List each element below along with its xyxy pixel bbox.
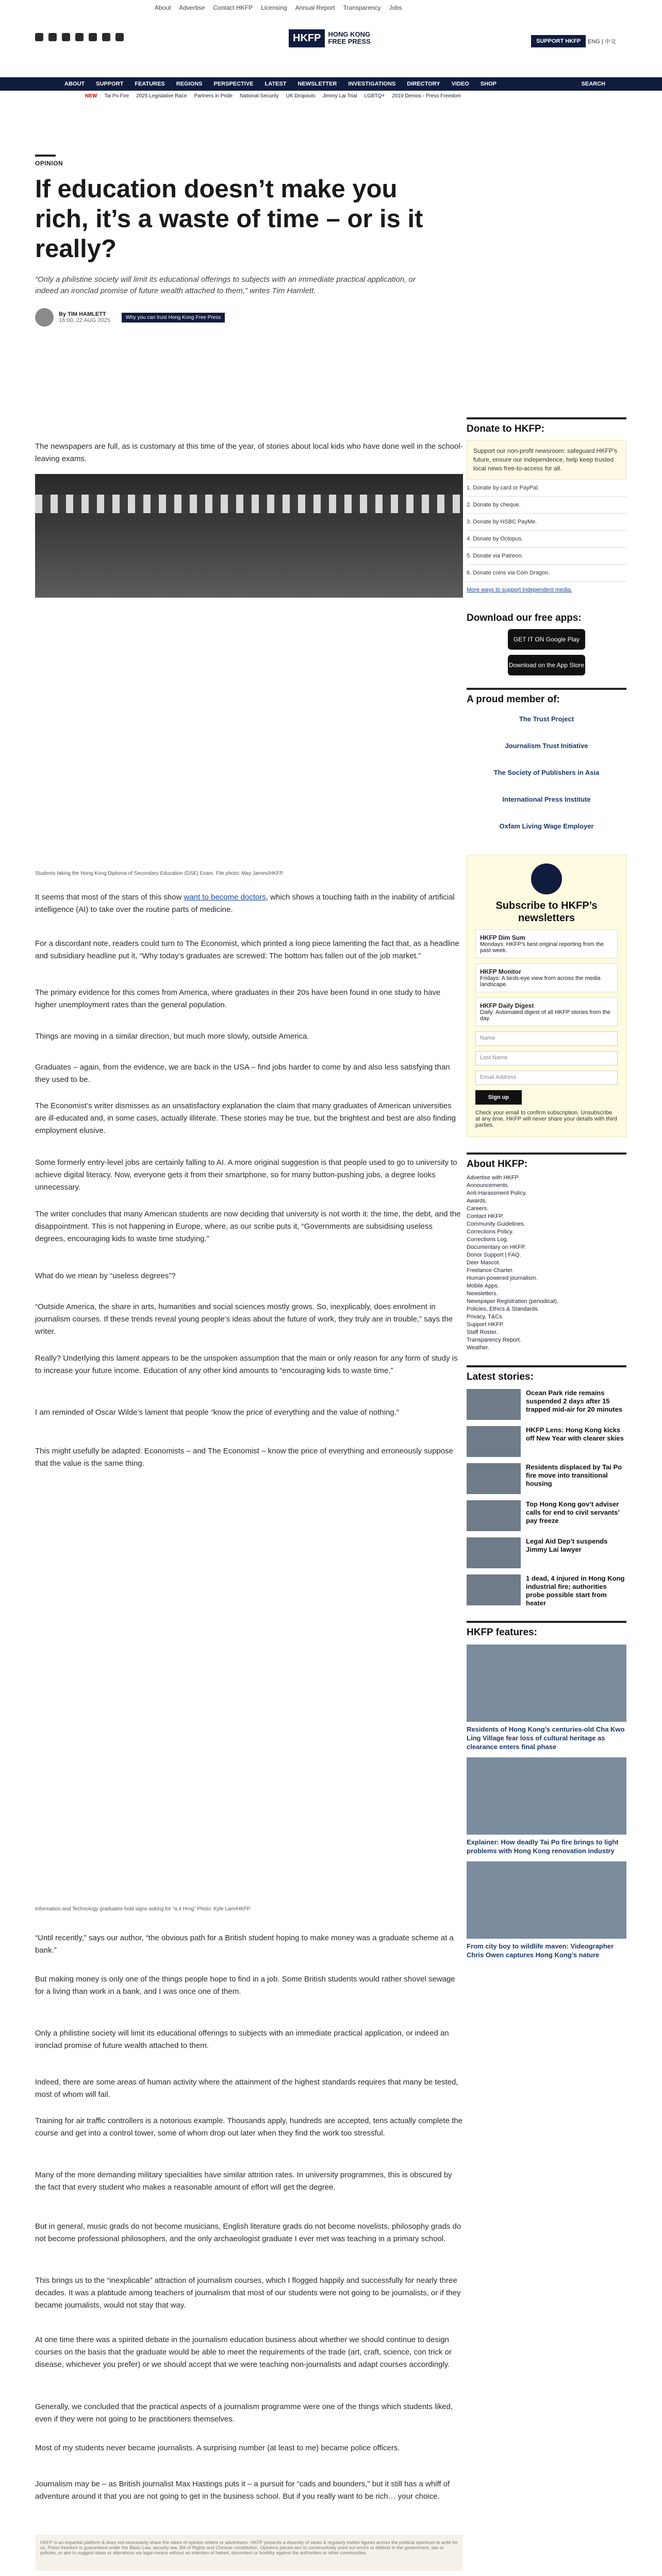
x-icon[interactable] [48, 33, 57, 41]
disclaimer: HKFP is an impartial platform & does not necessarily share the views of opinion writers or advertisers. HKFP presents a diversity of views & regularly invites figures across the political spectrum to write for us. Press freedom is guaranteed under the Basic Law, security law, Bill of Rights and Chinese constitution. Opinions pieces aim to constructively point out errors or defects in the government, law or policies, or aim to suggest ideas or alterations via legal means without an intention of hatred, discontent or hostility against the authorities or other communities. [35, 2535, 463, 2571]
about-item[interactable]: Documentary on HKFP. [467, 1244, 526, 1250]
paragraph: At one time there was a spirited debate in the journalism education business about whether we should continue to design courses on the basis that the graduate would be able to meet the requirements of the trade (art, craft, science, con trick or disease, whichever you prefer) or we should accept that we were teaching non-journalists and adapt courses accordingly. [35, 2335, 452, 2369]
nav-item[interactable]: ABOUT [64, 81, 85, 87]
google-play-button[interactable]: GET IT ON Google Play [508, 629, 585, 650]
rss-icon[interactable] [115, 33, 124, 41]
story-thumbnail[interactable] [467, 1500, 521, 1531]
paragraph: Journalism may be – as British journalist Max Hastings puts it – a pursuit for “cads and bounders,” but it still has a whiff of adventure around it that you are not going to get in the business school. But if you really want to be rich… your choice. [35, 2480, 450, 2501]
donate-text[interactable]: Support our non-profit newsroom: safeguard HKFP’s future, ensure our independence, help keep trusted local news free-to-access for all. [467, 440, 626, 480]
paragraph: Generally, we concluded that the practical aspects of a journalism programme were one of the things which students liked, even if they were not going to be practitioners themselves. [35, 2402, 453, 2424]
site-logo[interactable] [289, 27, 376, 49]
member-logo[interactable]: International Press Institute [502, 795, 591, 803]
about-item[interactable]: Privacy, T&Cs. [467, 1314, 504, 1320]
latest-story[interactable] [467, 1426, 626, 1457]
signup-button[interactable]: Sign up [475, 1090, 522, 1105]
nav-item[interactable]: LATEST [264, 81, 287, 87]
subnav-item[interactable]: 2025 Legislative Race [136, 93, 187, 99]
features-list [467, 1645, 626, 1959]
youtube-icon[interactable] [75, 33, 84, 41]
top-link[interactable]: About [155, 4, 171, 11]
newsletter-option[interactable]: HKFP Dim Sum Mondays: HKFP’s best original reporting from the past week. [475, 929, 618, 958]
paragraph: Many of the more demanding military specialities have similar attrition rates. In university programmes, this is obscured by the fact that every student who makes a reasonable amount of effort will get the degree. [35, 2171, 452, 2192]
top-link[interactable]: Jobs [389, 4, 402, 11]
about-item[interactable]: Support HKFP. [467, 1321, 504, 1328]
newsletter-title: Subscribe to HKFP’s newsletters [495, 900, 598, 924]
apps-heading: Download our free apps: [467, 613, 582, 623]
nav-item[interactable]: DIRECTORY [407, 81, 440, 87]
paragraph: The newspapers are full, as is customary at this time of the year, of stories about local kids who have done well in the school-leaving exams. [35, 442, 463, 463]
facebook-icon[interactable] [35, 33, 43, 41]
donate-option[interactable]: 1. Donate by card or PayPal. [467, 480, 626, 497]
paragraph: What do we mean by “useless degrees”? [35, 1272, 176, 1280]
member-logo[interactable]: Oxfam Living Wage Employer [499, 822, 594, 830]
hero-image [35, 474, 463, 598]
feature-story[interactable] [467, 1861, 626, 1959]
sidebar [467, 417, 626, 1959]
top-links [155, 4, 402, 11]
about-item[interactable]: Deer Mascot. [467, 1260, 501, 1266]
standfirst: “Only a philistine society will limit its educational offerings to subjects with an immediate practical application, or indeed an ironclad promise of future wealth attached to them,” writes Tim Hamlett. [35, 275, 416, 295]
top-link[interactable]: Transparency [343, 4, 381, 11]
support-button[interactable]: SUPPORT HKFP [531, 35, 586, 47]
member-logo[interactable]: The Society of Publishers in Asia [493, 768, 600, 776]
subnav-item[interactable]: 2019 Demos - Press Freedom [392, 93, 461, 99]
latest-heading: Latest stories: [467, 1365, 626, 1383]
paragraph: Some formerly entry-level jobs are certainly falling to AI. A more original suggestion is that people used to go to university to achieve digital literacy. Now, everyone gets it from their smartphone, so for many button-pushing jobs, a degree looks unnecessary. [35, 1158, 457, 1192]
story-thumbnail[interactable] [467, 1574, 521, 1605]
about-item[interactable]: Human-powered journalism. [467, 1275, 538, 1281]
paragraph: But making money is only one of the things people hope to find in a job. Some British students would rather shovel sewage for a living than work in a bank, and I was once one of them. [35, 1975, 455, 1996]
author[interactable]: By TIM HAMLETT [59, 311, 106, 317]
paragraph: “Outside America, the share in arts, humanities and social sciences mostly grows. So, inexplicably, does enrolment in journalism courses. If these trends reveal young people’s ideas about the future of work, they truly are in trouble,” says the writer. [35, 1302, 453, 1336]
story-thumbnail[interactable] [467, 1389, 521, 1420]
story-title[interactable]: Ocean Park ride remains suspended 2 days after 15 trapped mid-air for 20 minutes [526, 1389, 623, 1413]
paragraph: Only a philistine society will limit its educational offerings to subjects with an immediate practical application, or indeed an ironclad promise of future wealth attached to them. [35, 2029, 449, 2050]
about-item[interactable]: Careers. [467, 1206, 489, 1212]
top-link[interactable]: Advertise [179, 4, 205, 11]
about-item[interactable]: Community Guidelines. [467, 1221, 525, 1227]
subnav-item[interactable]: UK Dropouts [286, 93, 316, 99]
email-field[interactable]: Email Address [475, 1071, 618, 1085]
story-thumbnail[interactable] [467, 1537, 521, 1568]
trust-button[interactable]: Why you can trust Hong Kong Free Press [122, 313, 225, 323]
logo-mark: HKFP [289, 29, 325, 47]
paragraph: “Until recently,” says our author, “the obvious path for a British student hoping to make money was a graduate scheme at a bank.” [35, 1934, 454, 1955]
feature-title[interactable]: Explainer: How deadly Tai Po fire brings to light problems with Hong Kong renovation industry [467, 1838, 619, 1855]
paragraph: Most of my students never became journalists. A surprising number (at least to me) became police officers. [35, 2444, 400, 2452]
logo-text: HONG KONG FREE PRESS [328, 30, 371, 45]
top-bar [0, 0, 662, 52]
about-item[interactable]: Transparency Report. [467, 1337, 521, 1343]
nav-item[interactable]: SHOP [480, 81, 496, 87]
image-caption: Information and Technology graduates hold signs asking for “a 4 Hrng” Photo: Kyle Lam/HKFP. [35, 1906, 251, 1912]
latest-story[interactable] [467, 1500, 626, 1531]
subnav-item[interactable]: LGBTQ+ [364, 93, 385, 99]
paragraph: For a discordant note, readers could turn to The Economist, which printed a long piece lamenting the fact that, as a headline and subsidiary headline put it, “Why today’s graduates are screwed: The bottom has fallen out of the job market.” [35, 939, 459, 960]
linkedin-icon[interactable] [89, 33, 97, 41]
feature-title[interactable]: From city boy to wildlife maven: Videographer Chris Owen captures Hong Kong’s nature [467, 1942, 614, 1959]
about-item[interactable]: Anti-Harassment Policy. [467, 1190, 527, 1196]
language-switch[interactable]: ENG | 中文 [588, 39, 616, 45]
nav-item[interactable]: REGIONS [176, 81, 203, 87]
about-item[interactable]: Corrections Policy. [467, 1229, 514, 1235]
nav-item[interactable]: INVESTIGATIONS [348, 81, 396, 87]
story-title[interactable]: Top Hong Kong gov’t adviser calls for end to civil servants’ pay freeze [526, 1500, 620, 1524]
newsletter-option[interactable]: HKFP Daily Digest Daily: Automated digest of all HKFP stories from the day. [475, 997, 618, 1026]
feature-title[interactable]: Residents of Hong Kong’s centuries-old Cha Kwo Ling Village fear loss of cultural heritage as clearance enters final phase [467, 1725, 625, 1751]
story-thumbnail[interactable] [467, 1463, 521, 1494]
donate-option[interactable]: 5. Donate via Patreon. [467, 548, 626, 565]
donate-heading: Donate to HKFP: [467, 417, 626, 435]
about-item[interactable]: Policies, Ethics & Standards. [467, 1306, 539, 1312]
story-title[interactable]: HKFP Lens: Hong Kong kicks off New Year with clearer skies [526, 1426, 624, 1442]
nav-item[interactable]: FEATURES [135, 81, 165, 87]
paragraph: But in general, music grads do not become musicians, English literature grads do not become novelists, philosophy grads do not become professional philosophers, and the only archaeologist graduate I ever met was teaching in a primary school. [35, 2222, 461, 2243]
subnav-item[interactable]: National Security [240, 93, 279, 99]
search-icon[interactable]: SEARCH [581, 81, 605, 87]
second-image [35, 1510, 463, 1901]
about-item[interactable]: Newsletters. [467, 1291, 498, 1297]
subnav-item[interactable]: Jimmy Lai Trial [322, 93, 357, 99]
features-heading: HKFP features: [467, 1621, 626, 1638]
about-heading: About HKFP: [467, 1153, 626, 1170]
newsletter-note: Check your email to confirm subscription. Unsubscribe at any time. HKFP will never share your details with third parties. [475, 1110, 617, 1128]
subnav-item[interactable]: Tai Po Fire [104, 93, 129, 99]
about-item[interactable]: Awards. [467, 1198, 487, 1204]
image-caption: Students taking the Hong Kong Diploma of Secondary Education (DSE) Exam. File photo: May James/HKFP. [35, 871, 284, 876]
top-link[interactable]: Licensing [261, 4, 287, 11]
subnav-item[interactable]: Partners in Pride [194, 93, 233, 99]
paragraph: Training for air traffic controllers is a notorious example. Thousands apply, hundreds are accepted, tens actually complete the course and get into a control tower, some of whom drop out later when they find the work too stressful. [35, 2116, 463, 2138]
story-title[interactable]: Residents displaced by Tai Po fire move into transitional housing [526, 1463, 622, 1487]
about-list [467, 1174, 626, 1352]
donate-option[interactable]: 6. Donate coins via Coin Dragon. [467, 565, 626, 582]
paragraph: The primary evidence for this comes from America, where graduates in their 20s have been found in one study to have higher unemployment rates than the general population. [35, 988, 441, 1009]
latest-list [467, 1389, 626, 1607]
paragraph: Things are moving in a similar direction, but much more slowly, outside America. [35, 1032, 309, 1041]
feature-story[interactable] [467, 1757, 626, 1855]
feature-image[interactable] [467, 1757, 626, 1835]
paragraph: Graduates – again, from the evidence, we are back in the USA – find jobs harder to come by and also less satisfying than they used to be. [35, 1063, 450, 1084]
about-item[interactable]: Weather. [467, 1345, 489, 1351]
nav-item[interactable]: VIDEO [451, 81, 469, 87]
donate-option[interactable]: 4. Donate by Octopus. [467, 531, 626, 548]
section-label[interactable]: OPINION [35, 155, 56, 167]
sub-nav [0, 91, 662, 101]
about-item[interactable]: Announcements. [467, 1182, 509, 1189]
last-name-field[interactable]: Last Name [475, 1051, 618, 1065]
latest-story[interactable] [467, 1537, 626, 1568]
about-item[interactable]: Staff Roster. [467, 1329, 498, 1335]
newsletter-box [467, 855, 626, 1137]
about-item[interactable]: Mobile Apps. [467, 1283, 499, 1289]
member-heading: A proud member of: [467, 688, 626, 705]
paragraph: I am reminded of Oscar Wilde’s lament that people “know the price of everything and the value of nothing.” [35, 1408, 399, 1417]
main-nav [0, 77, 662, 91]
publish-date: 16:00, 22 AUG 2025 [59, 317, 110, 324]
paragraph: Indeed, there are some areas of human activity where the attainment of the highest standards requires that many be tested, most of whom will fail. [35, 2078, 458, 2099]
about-item[interactable]: Contact HKFP. [467, 1213, 504, 1219]
story-title[interactable]: Legal Aid Dep’t suspends Jimmy Lai lawyer [526, 1537, 608, 1553]
threads-icon[interactable] [102, 33, 110, 41]
latest-story[interactable] [467, 1389, 626, 1420]
about-item[interactable]: Freelance Charter. [467, 1267, 514, 1274]
app-store-button[interactable]: Download on the App Store [508, 655, 585, 675]
more-ways-link[interactable]: More ways to support independent media. [467, 587, 572, 593]
top-link[interactable]: Annual Report [295, 4, 335, 11]
nav-item[interactable]: SUPPORT [96, 81, 124, 87]
story-title[interactable]: 1 dead, 4 injured in Hong Kong industrial fire; authorities probe possible start from heater [526, 1574, 625, 1607]
name-field[interactable]: Name [475, 1031, 618, 1046]
about-item[interactable]: Corrections Log. [467, 1236, 508, 1243]
feature-image[interactable] [467, 1861, 626, 1939]
top-link[interactable]: Contact HKFP [213, 4, 253, 11]
hkfp-logo-icon [531, 863, 562, 894]
paragraph: This might usefully be adapted: Economists – and The Economist – know the price of everything and erroneously suppose that the value is the same thing. [35, 1447, 454, 1468]
article [35, 155, 463, 2555]
inline-link[interactable]: want to become doctors [184, 893, 266, 902]
nav-item[interactable]: PERSPECTIVE [213, 81, 254, 87]
about-item[interactable]: Donor Support | FAQ. [467, 1252, 521, 1258]
article-title: If education doesn’t make you rich, it’s a waste of time – or is it really? [35, 175, 423, 263]
social-icons [35, 33, 124, 41]
nav-item[interactable]: NEWSLETTER [297, 81, 337, 87]
paragraph: This brings us to the “inexplicable” attraction of journalism courses, which I flogged happily and successfully for nearly three decades. It was a platitude among teachers of journalism that most of our students were not going to be journalists, or if they became journalists, would not stay that way. [35, 2276, 461, 2310]
newsletter-option[interactable]: HKFP Monitor Fridays: A birds-eye view from across the media landscape. [475, 963, 618, 992]
about-item[interactable]: Advertise with HKFP. [467, 1175, 520, 1181]
donate-option[interactable]: 3. Donate by HSBC PayMe. [467, 514, 626, 531]
avatar [35, 308, 54, 327]
paragraph: The Economist’s writer dismisses as an unsatisfactory explanation the claim that many graduates of American universities are ill-educated and, in some cases, actually illiterate. These stories may be true, but the brightest and best are also finding employment elusive. [35, 1101, 456, 1135]
paragraph: It seems that most of the stars of this show want to become doctors, which shows a touching faith in the inability of artificial intelligence (AI) to take over the routine parts of medicine. [35, 893, 455, 914]
paragraph: Really? Underlying this lament appears to be the unspoken assumption that the main or only reason for any form of study is to increase your future income. Education of any other kind amounts to “encouraging kids to waste time.” [35, 1354, 458, 1375]
member-logo[interactable]: The Trust Project [519, 715, 574, 723]
paragraph: The writer concludes that many American students are now deciding that university is not worth it: the time, the debt, and the disappointment. This is not happening in Europe, where, as our scribe puts it, “Governments are subsidising useless degrees, encouraging kids to waste time studying.” [35, 1210, 461, 1243]
latest-story[interactable] [467, 1574, 626, 1607]
donate-option[interactable]: 2. Donate by cheque. [467, 497, 626, 514]
story-thumbnail[interactable] [467, 1426, 521, 1457]
instagram-icon[interactable] [62, 33, 70, 41]
member-logo[interactable]: Journalism Trust Initiative [505, 741, 588, 750]
feature-image[interactable] [467, 1645, 626, 1722]
byline [35, 308, 432, 327]
new-badge: NEW [85, 93, 97, 99]
feature-story[interactable] [467, 1645, 626, 1751]
latest-story[interactable] [467, 1463, 626, 1494]
about-item[interactable]: Newspaper Registration (periodical). [467, 1298, 558, 1304]
